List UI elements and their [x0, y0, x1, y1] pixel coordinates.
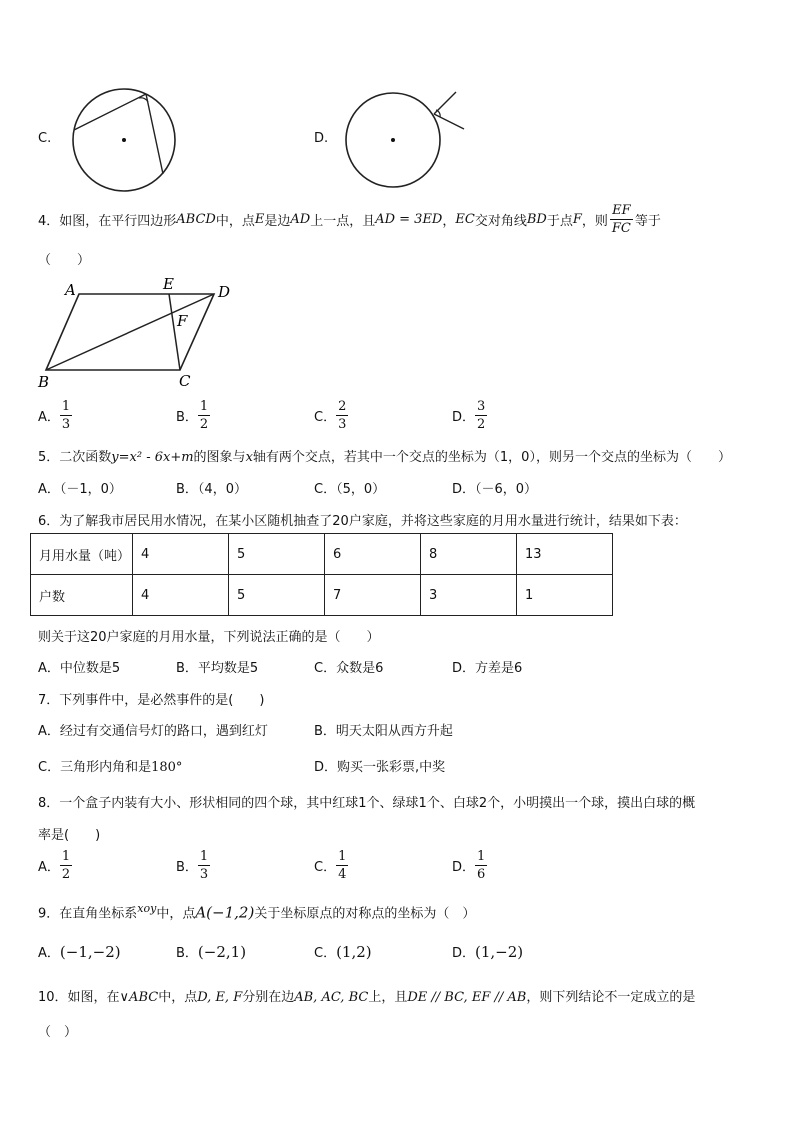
q6-stem: 6．为了解我市居民用水情况，在某小区随机抽查了20户家庭，并将这些家庭的月用水量进行统计，结果如下表： [38, 514, 687, 529]
q7-stem: 7．下列事件中，是必然事件的是( ) [38, 693, 265, 708]
q6-option-d[interactable]: D．方差是6 [452, 661, 523, 676]
table-cell: 户数 [31, 575, 133, 616]
q8-option-a[interactable]: A． $\frac{1}{2}$ [38, 849, 71, 882]
q4-label-f: F [177, 312, 188, 330]
q4-label-d: D [218, 283, 231, 301]
q4-option-d[interactable]: D． $\frac{3}{2}$ [452, 399, 486, 432]
q5-option-a[interactable]: A．（－1，0） [38, 482, 122, 497]
q8-option-b[interactable]: B． $\frac{1}{3}$ [176, 849, 209, 882]
table-row [31, 534, 613, 575]
table-cell: 月用水量（吨） [31, 534, 133, 575]
q5-stem: 5．二次函数y=x² - 6x+m的图象与x轴有两个交点，若其中一个交点的坐标为（1，0），则另一个交点的坐标为（ ） [38, 450, 731, 465]
q4-label-b: B [38, 373, 50, 390]
q4-stem: 4．如图，在平行四边形 ABCD 中，点 E 是边 AD 上一点，且 AD = 3ED ， EC 交对角线 BD 于点 F ，则 $\frac{EF}{FC}$ 等于 [38, 203, 661, 236]
table-cell: 13 [517, 534, 613, 575]
table-cell: 4 [133, 534, 229, 575]
q7-option-d[interactable]: D．购买一张彩票,中奖 [314, 760, 446, 775]
q6-option-b[interactable]: B．平均数是5 [176, 661, 259, 676]
q4-option-c[interactable]: C． $\frac{2}{3}$ [314, 399, 347, 432]
q4-label-e: E [163, 276, 174, 293]
q4-option-b[interactable]: B． $\frac{1}{2}$ [176, 399, 209, 432]
q8-stem-line2: 率是( ) [38, 828, 101, 843]
q9-option-d[interactable]: D．(1,−2) [452, 943, 524, 961]
table-cell: 8 [421, 534, 517, 575]
q7-option-a[interactable]: A．经过有交通信号灯的路口，遇到红灯 [38, 724, 268, 739]
q8-option-d[interactable]: D． $\frac{1}{6}$ [452, 849, 486, 882]
q4-option-a[interactable]: A． $\frac{1}{3}$ [38, 399, 71, 432]
q4-parallelogram-figure [34, 276, 244, 390]
q8-stem-line1: 8．一个盒子内装有大小、形状相同的四个球，其中红球1个、绿球1个、白球2个，小明摸出一个球，摸出白球的概 [38, 796, 696, 811]
q5-option-d[interactable]: D．（－6，0） [452, 482, 538, 497]
q10-paren: （ ） [38, 1025, 78, 1040]
q5-option-b[interactable]: B．（4，0） [176, 482, 247, 497]
table-cell: 3 [421, 575, 517, 616]
q4-label-a: A [65, 281, 76, 299]
q5-option-c[interactable]: C．（5，0） [314, 482, 386, 497]
q7-option-c[interactable]: C．三角形内角和是180° [38, 760, 183, 775]
q7-option-b[interactable]: B．明天太阳从西方升起 [314, 724, 453, 739]
q4-ratio-fraction: $\frac{EF}{FC}$ [611, 203, 631, 236]
q6-water-table [30, 533, 613, 616]
table-cell: 7 [325, 575, 421, 616]
q3-option-d-circle-figure [343, 88, 468, 192]
q6-option-a[interactable]: A．中位数是5 [38, 661, 121, 676]
q3-option-c-circle-figure [68, 85, 180, 197]
q6-option-c[interactable]: C．众数是6 [314, 661, 384, 676]
q3-option-c-label: C. [38, 131, 52, 146]
q4-label-c: C [179, 372, 191, 390]
table-cell: 4 [133, 575, 229, 616]
q10-stem: 10．如图，在∨ABC中，点D, E, F分别在边AB, AC, BC上，且DE // BC, EF // AB，则下列结论不一定成立的是 [38, 990, 696, 1005]
table-row [31, 575, 613, 616]
table-cell: 5 [229, 575, 325, 616]
table-cell: 6 [325, 534, 421, 575]
q6-question: 则关于这20户家庭的月用水量，下列说法正确的是（ ） [38, 630, 380, 645]
q9-option-c[interactable]: C．(1,2) [314, 943, 372, 961]
q4-paren: （ ） [38, 253, 91, 268]
table-cell: 5 [229, 534, 325, 575]
q9-stem: 9．在直角坐标系$^{xoy}$中，点A(−1,2)关于坐标原点的对称点的坐标为（ ） [38, 902, 476, 922]
q9-option-b[interactable]: B．(−2,1) [176, 943, 247, 961]
q3-option-d-label: D. [314, 131, 329, 146]
q8-option-c[interactable]: C． $\frac{1}{4}$ [314, 849, 347, 882]
table-cell: 1 [517, 575, 613, 616]
q9-option-a[interactable]: A．(−1,−2) [38, 943, 121, 961]
